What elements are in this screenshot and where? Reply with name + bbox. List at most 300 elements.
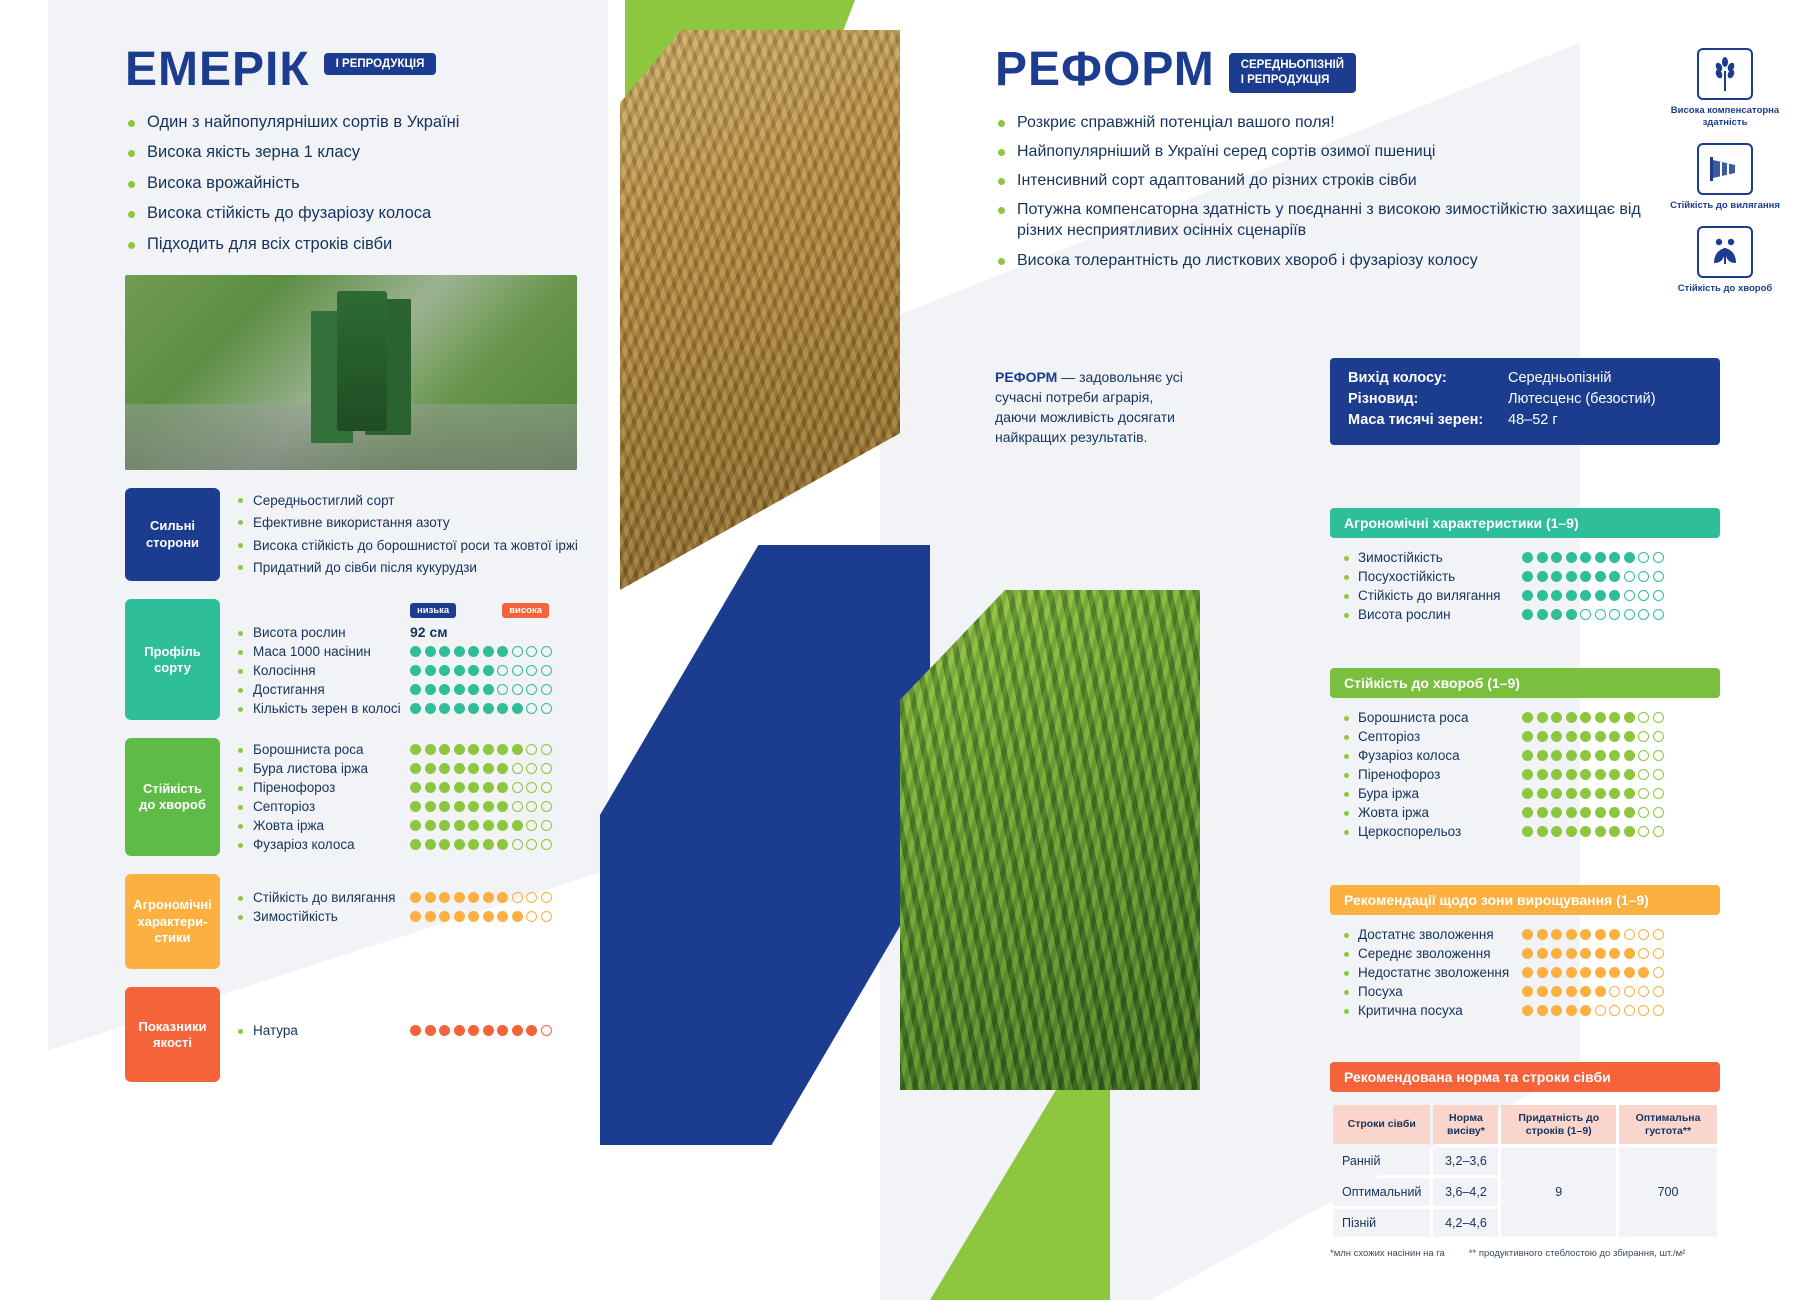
rating-dot <box>483 820 494 831</box>
wheat-ear-icon <box>1697 48 1753 100</box>
rating-dot <box>410 820 421 831</box>
rating-dot <box>1566 1005 1577 1016</box>
rating-dot <box>1522 948 1533 959</box>
rating-dots <box>1522 986 1664 997</box>
rating-dots <box>1522 929 1664 940</box>
rating-dot <box>1580 571 1591 582</box>
rating-dot <box>468 684 479 695</box>
rating-dot <box>1653 571 1664 582</box>
rating-label: Бура листова іржа <box>238 761 410 776</box>
column-header: Оптимальна густота** <box>1619 1105 1717 1144</box>
rating-dot <box>1566 609 1577 620</box>
rating-dot <box>1595 769 1606 780</box>
rating-row <box>238 624 595 640</box>
rating-dot <box>468 744 479 755</box>
column-header: Придатність до строків (1–9) <box>1501 1105 1616 1144</box>
rating-dot <box>1638 967 1649 978</box>
feature-badges <box>1655 48 1795 309</box>
rating-row <box>238 663 595 678</box>
rating-label: Достигання <box>238 682 410 697</box>
rating-label: Піренофороз <box>238 780 410 795</box>
rating-dot <box>512 646 523 657</box>
rating-row <box>238 1023 595 1038</box>
list-item: Висока врожайність <box>125 173 595 194</box>
rating-label: Колосіння <box>238 663 410 678</box>
rating-dot <box>1522 807 1533 818</box>
rating-dot <box>1580 826 1591 837</box>
rating-dot <box>1609 929 1620 940</box>
rating-label: Септоріоз <box>1344 729 1522 744</box>
emerik-reproduction-tag: І РЕПРОДУКЦІЯ <box>324 53 437 75</box>
rating-dot <box>410 839 421 850</box>
rating-dot <box>1580 731 1591 742</box>
rating-dot <box>541 892 552 903</box>
rating-dot <box>1653 986 1664 997</box>
rating-dot <box>1653 807 1664 818</box>
rating-dot <box>1580 712 1591 723</box>
rating-row <box>1344 748 1706 763</box>
rating-dots <box>1522 967 1664 978</box>
rating-dot <box>541 801 552 812</box>
rating-dot <box>1609 788 1620 799</box>
rating-dot <box>497 801 508 812</box>
rating-dot <box>1638 571 1649 582</box>
rating-dots <box>410 703 552 714</box>
rating-row <box>1344 588 1706 603</box>
rating-dot <box>1595 571 1606 582</box>
rating-dots <box>1522 552 1664 563</box>
rating-dot <box>1638 712 1649 723</box>
rating-dot <box>526 684 537 695</box>
strengths-block <box>125 488 595 581</box>
rating-dots <box>1522 826 1664 837</box>
info-value: Середньопізній <box>1508 370 1612 386</box>
rating-dot <box>410 646 421 657</box>
emerik-section <box>125 43 595 1082</box>
list-item: Висока стійкість до борошнистої роси та жовтої іржі <box>238 537 595 554</box>
list-item: Інтенсивний сорт адаптований до різних строків сівби <box>995 170 1655 191</box>
rating-dot <box>483 684 494 695</box>
rating-dot <box>1638 609 1649 620</box>
rating-dot <box>1522 609 1533 620</box>
rating-dot <box>1580 552 1591 563</box>
agro-label: Агрономічні характери-стики <box>125 874 220 969</box>
rating-label: Натура <box>238 1023 410 1038</box>
section-body <box>1330 698 1720 847</box>
rating-dot <box>497 911 508 922</box>
rating-dot <box>425 684 436 695</box>
rating-dot <box>1537 750 1548 761</box>
rating-dot <box>541 839 552 850</box>
rating-dot <box>1624 807 1635 818</box>
rating-dots <box>1522 788 1664 799</box>
rating-dot <box>541 684 552 695</box>
rating-dot <box>1551 552 1562 563</box>
rating-dot <box>1537 769 1548 780</box>
rating-dot <box>1638 552 1649 563</box>
rating-dot <box>1551 769 1562 780</box>
rating-dot <box>1609 750 1620 761</box>
reform-note <box>995 368 1195 448</box>
rating-dot <box>512 665 523 676</box>
rating-dot <box>1638 750 1649 761</box>
rating-label: Фузаріоз колоса <box>238 837 410 852</box>
rating-dot <box>1653 731 1664 742</box>
rating-dot <box>1595 948 1606 959</box>
rating-dot <box>497 763 508 774</box>
rating-label: Висота рослин <box>238 625 410 640</box>
rating-dot <box>454 911 465 922</box>
rating-dot <box>526 703 537 714</box>
rating-dot <box>526 646 537 657</box>
rating-dot <box>468 892 479 903</box>
rating-dot <box>1522 571 1533 582</box>
rating-dot <box>1566 826 1577 837</box>
rating-dot <box>1609 986 1620 997</box>
rating-dot <box>1609 769 1620 780</box>
profile-scale <box>410 603 595 618</box>
rating-dot <box>1653 1005 1664 1016</box>
rating-dot <box>454 1025 465 1036</box>
rating-dot <box>1580 1005 1591 1016</box>
rating-dot <box>439 684 450 695</box>
rating-dot <box>425 763 436 774</box>
info-key: Маса тисячі зерен: <box>1348 412 1484 428</box>
rating-dot <box>1609 967 1620 978</box>
sowing-table <box>1330 1102 1720 1240</box>
agro-rating-rows <box>238 890 595 924</box>
rating-dot <box>526 763 537 774</box>
rating-row <box>238 818 595 833</box>
rating-dot <box>497 646 508 657</box>
list-item: Ефективне використання азоту <box>238 514 595 531</box>
rating-label: Маса 1000 насінин <box>238 644 410 659</box>
rating-dot <box>1609 552 1620 563</box>
rating-dot <box>1580 750 1591 761</box>
rating-dot <box>483 763 494 774</box>
section-growing-zone <box>1330 885 1720 1026</box>
rating-dot <box>1566 986 1577 997</box>
rating-dot <box>497 703 508 714</box>
scale-high-label: висока <box>502 603 549 618</box>
rating-dot <box>1624 967 1635 978</box>
cell-suitability: 9 <box>1501 1147 1616 1237</box>
rating-dot <box>425 892 436 903</box>
rating-dot <box>1522 590 1533 601</box>
quality-rating-rows <box>238 1023 595 1038</box>
rating-dot <box>1653 609 1664 620</box>
rating-dot <box>425 703 436 714</box>
rating-dot <box>439 665 450 676</box>
rating-dot <box>526 892 537 903</box>
rating-dot <box>483 703 494 714</box>
rating-dot <box>1566 590 1577 601</box>
rating-dot <box>1580 769 1591 780</box>
rating-dot <box>1595 986 1606 997</box>
rating-dot <box>1522 788 1533 799</box>
rating-dot <box>1595 1005 1606 1016</box>
rating-dot <box>526 782 537 793</box>
rating-dots <box>410 1025 552 1036</box>
profile-label: Профіль сорту <box>125 599 220 720</box>
rating-dot <box>1580 929 1591 940</box>
rating-dot <box>512 820 523 831</box>
rating-dots <box>410 665 552 676</box>
rating-dot <box>1580 807 1591 818</box>
rating-dot <box>1638 929 1649 940</box>
rating-label: Септоріоз <box>238 799 410 814</box>
rating-dot <box>1537 590 1548 601</box>
rating-dot <box>541 911 552 922</box>
rating-dot <box>1537 609 1548 620</box>
rating-dot <box>1537 807 1548 818</box>
rating-label: Піренофороз <box>1344 767 1522 782</box>
agro-block <box>125 874 595 969</box>
rating-row <box>238 909 595 924</box>
rating-dot <box>497 839 508 850</box>
rating-row <box>1344 927 1706 942</box>
quality-block <box>125 987 595 1082</box>
footnote-1: *млн схожих насінин на га <box>1330 1248 1445 1260</box>
rating-label: Жовта іржа <box>238 818 410 833</box>
profile-block <box>125 599 595 720</box>
rating-dot <box>1638 948 1649 959</box>
rating-dot <box>468 911 479 922</box>
disease-body <box>220 738 595 856</box>
rating-dot <box>512 1025 523 1036</box>
rating-dot <box>497 820 508 831</box>
rating-dot <box>1580 967 1591 978</box>
reform-reproduction-tag: СЕРЕДНЬОПІЗНІЙ І РЕПРОДУКЦІЯ <box>1229 53 1356 93</box>
cell-term: Ранній <box>1333 1147 1430 1175</box>
rating-dot <box>1566 731 1577 742</box>
rating-dot <box>497 892 508 903</box>
rating-dot <box>483 911 494 922</box>
rating-row <box>238 761 595 776</box>
rating-row <box>1344 824 1706 839</box>
rating-dot <box>1624 571 1635 582</box>
cell-norm: 4,2–4,6 <box>1433 1209 1498 1237</box>
rating-dot <box>1566 929 1577 940</box>
rating-dot <box>410 892 421 903</box>
rating-dot <box>439 820 450 831</box>
rating-dot <box>1624 712 1635 723</box>
rating-dot <box>1653 590 1664 601</box>
rating-dots <box>1522 590 1664 601</box>
rating-dot <box>439 744 450 755</box>
rating-dot <box>497 684 508 695</box>
rating-row <box>1344 710 1706 725</box>
cell-norm: 3,6–4,2 <box>1433 1178 1498 1206</box>
rating-dot <box>410 703 421 714</box>
rating-dot <box>1624 750 1635 761</box>
rating-dots <box>1522 769 1664 780</box>
rating-dot <box>468 646 479 657</box>
column-header: Норма висіву* <box>1433 1105 1498 1144</box>
rating-dot <box>425 665 436 676</box>
rating-dot <box>1609 807 1620 818</box>
rating-dot <box>512 763 523 774</box>
rating-dot <box>483 1025 494 1036</box>
rating-row <box>1344 805 1706 820</box>
rating-row <box>1344 965 1706 980</box>
rating-dot <box>512 892 523 903</box>
rating-dot <box>1595 609 1606 620</box>
rating-dot <box>1624 769 1635 780</box>
rating-row <box>1344 569 1706 584</box>
rating-dot <box>1624 986 1635 997</box>
rating-dot <box>410 1025 421 1036</box>
rating-dot <box>1522 750 1533 761</box>
rating-dot <box>439 839 450 850</box>
rating-dot <box>1537 986 1548 997</box>
rating-dot <box>1537 731 1548 742</box>
rating-dot <box>425 1025 436 1036</box>
rating-dot <box>410 763 421 774</box>
rating-dot <box>1638 788 1649 799</box>
rating-dot <box>1638 1005 1649 1016</box>
rating-dot <box>497 665 508 676</box>
disease-block <box>125 738 595 856</box>
rating-dot <box>454 703 465 714</box>
rating-dot <box>541 646 552 657</box>
rating-dot <box>1566 807 1577 818</box>
rating-dot <box>1595 788 1606 799</box>
table-row <box>1333 1147 1717 1175</box>
section-body <box>1330 915 1720 1026</box>
info-value: 48–52 г <box>1508 412 1558 428</box>
rating-dot <box>1638 807 1649 818</box>
rating-dot <box>1595 929 1606 940</box>
rating-dot <box>1566 712 1577 723</box>
profile-body <box>220 599 595 720</box>
badge-caption: Стійкість до вилягання <box>1670 199 1780 211</box>
rating-label: Недостатнє зволоження <box>1344 965 1522 980</box>
list-item: Розкриє справжній потенціал вашого поля! <box>995 112 1655 133</box>
agro-body <box>220 874 595 969</box>
rating-dot <box>1551 826 1562 837</box>
rating-dot <box>1609 712 1620 723</box>
rating-dot <box>1551 590 1562 601</box>
rating-dots <box>410 646 552 657</box>
rating-row <box>1344 786 1706 801</box>
reform-title: РЕФОРМ <box>995 43 1215 96</box>
scale-low-label: низька <box>410 603 456 618</box>
profile-rating-rows <box>238 624 595 716</box>
rating-dot <box>483 782 494 793</box>
rating-dot <box>1537 1005 1548 1016</box>
rating-dot <box>439 763 450 774</box>
rating-label: Критична посуха <box>1344 1003 1522 1018</box>
rating-dot <box>1624 552 1635 563</box>
rating-row <box>238 701 595 716</box>
rating-label: Кількість зерен в колосі <box>238 701 410 716</box>
rating-dot <box>1609 948 1620 959</box>
rating-dot <box>1624 609 1635 620</box>
section-title: Рекомендації щодо зони вирощування (1–9) <box>1330 885 1720 915</box>
rating-dot <box>483 744 494 755</box>
list-item: Середньостиглий сорт <box>238 492 595 509</box>
rating-dot <box>1595 750 1606 761</box>
rating-row <box>1344 984 1706 999</box>
rating-dot <box>1580 609 1591 620</box>
rating-dot <box>1609 571 1620 582</box>
rating-row <box>238 742 595 757</box>
rating-dot <box>541 1025 552 1036</box>
rating-dot <box>454 892 465 903</box>
rating-dot <box>1551 750 1562 761</box>
rating-label: Середнє зволоження <box>1344 946 1522 961</box>
rating-dot <box>1638 731 1649 742</box>
badge-compensatory <box>1655 48 1795 129</box>
rating-dot <box>497 1025 508 1036</box>
rating-dot <box>410 684 421 695</box>
rating-dot <box>1522 826 1533 837</box>
rating-dot <box>1609 1005 1620 1016</box>
rating-dot <box>410 744 421 755</box>
rating-dot <box>1595 552 1606 563</box>
rating-dot <box>1653 769 1664 780</box>
rating-dot <box>454 801 465 812</box>
rating-dots <box>1522 948 1664 959</box>
rating-dot <box>454 820 465 831</box>
badge-lodging <box>1655 143 1795 212</box>
rating-dot <box>1638 590 1649 601</box>
rating-dot <box>1595 807 1606 818</box>
rating-row <box>238 837 595 852</box>
rating-label: Зимостійкість <box>238 909 410 924</box>
rating-dot <box>497 782 508 793</box>
list-item: Потужна компенсаторна здатність у поєднанні з високою зимостійкістю захищає від різних несприятливих осінніх сценаріїв <box>995 199 1655 241</box>
rating-dot <box>512 744 523 755</box>
emerik-bullet-list <box>125 112 595 255</box>
rating-dot <box>454 782 465 793</box>
rating-dot <box>454 763 465 774</box>
rating-label: Посухостійкість <box>1344 569 1522 584</box>
rating-dot <box>1624 1005 1635 1016</box>
rating-dots <box>1522 712 1664 723</box>
rating-dot <box>439 911 450 922</box>
rating-dot <box>1595 731 1606 742</box>
rating-label: Зимостійкість <box>1344 550 1522 565</box>
rating-dots <box>1522 609 1664 620</box>
rating-dot <box>425 820 436 831</box>
rating-dot <box>454 839 465 850</box>
list-item: Найпопулярніший в Україні серед сортів озимої пшениці <box>995 141 1655 162</box>
rating-label: Жовта іржа <box>1344 805 1522 820</box>
rating-dot <box>483 801 494 812</box>
rating-dot <box>1551 929 1562 940</box>
rating-dot <box>1653 712 1664 723</box>
rating-dot <box>1595 590 1606 601</box>
rating-dot <box>439 703 450 714</box>
info-key: Вихід колосу: <box>1348 370 1447 386</box>
rating-dot <box>541 665 552 676</box>
rating-row <box>1344 607 1706 622</box>
rating-dot <box>512 684 523 695</box>
rating-dot <box>454 646 465 657</box>
rating-dot <box>483 839 494 850</box>
rating-dot <box>439 782 450 793</box>
table-header-row <box>1333 1105 1717 1144</box>
rating-dot <box>1551 712 1562 723</box>
rating-dot <box>1624 731 1635 742</box>
rating-dot <box>526 1025 537 1036</box>
rating-dot <box>1566 948 1577 959</box>
rating-dot <box>1609 609 1620 620</box>
rating-dots <box>1522 571 1664 582</box>
list-item: Придатний до сівби після кукурудзи <box>238 559 595 576</box>
